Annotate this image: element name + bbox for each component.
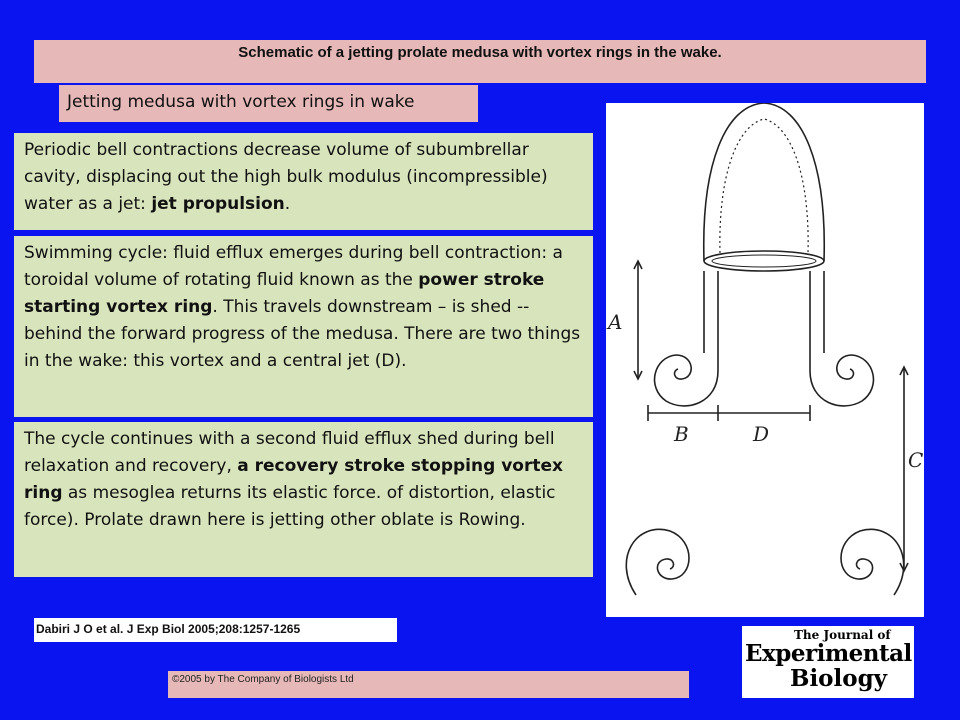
paragraph-text: . bbox=[284, 194, 291, 214]
slide-subtitle: Jetting medusa with vortex rings in wake bbox=[59, 85, 478, 122]
slide-title: Schematic of a jetting prolate medusa with vortex rings in the wake. bbox=[34, 40, 926, 83]
label-c: C bbox=[908, 448, 924, 472]
paragraph-bold-text: power stroke starting vortex ring bbox=[24, 270, 545, 317]
upper-right-vortex bbox=[810, 271, 873, 406]
bell-rim-inner bbox=[712, 255, 816, 267]
medusa-bell-inner bbox=[720, 119, 808, 253]
logo-line-1: The Journal of bbox=[794, 628, 891, 642]
logo-line-3: Biology bbox=[790, 665, 888, 692]
logo-line-2: Experimental bbox=[745, 640, 912, 667]
medusa-bell bbox=[704, 103, 824, 261]
label-d: D bbox=[753, 422, 770, 446]
paragraph-jet-propulsion bbox=[14, 133, 593, 230]
lower-left-vortex bbox=[626, 529, 689, 595]
citation: Dabiri J O et al. J Exp Biol 2005;208:1257-1265 bbox=[34, 618, 397, 642]
paragraph-bold-text: jet propulsion bbox=[151, 194, 285, 214]
label-b: B bbox=[674, 422, 689, 446]
label-a: A bbox=[608, 310, 623, 334]
paragraph-text: . This travels downstream – is shed -- behind the forward progress of the medusa. There are two things in the wake: this vortex and a central jet (D). bbox=[24, 297, 581, 371]
paragraph-text: as mesoglea returns its elastic force. of distortion, elastic force). Prolate drawn here is jetting other oblate is Rowing. bbox=[24, 483, 556, 530]
copyright-notice: ©2005 by The Company of Biologists Ltd bbox=[168, 671, 689, 698]
bell-rim bbox=[704, 251, 824, 271]
paragraph-text: The cycle continues with a second fluid efflux shed during bell relaxation and recovery, bbox=[24, 429, 555, 476]
paragraph-text: Periodic bell contractions decrease volume of subumbrellar cavity, displacing out the high bulk modulus (incompressible) water as a jet: bbox=[24, 140, 548, 214]
lower-right-vortex bbox=[841, 529, 904, 595]
paragraph-text: Swimming cycle: fluid efflux emerges during bell contraction: a toroidal volume of rotating fluid known as the bbox=[24, 243, 563, 290]
paragraph-swimming-cycle bbox=[14, 236, 593, 417]
medusa-schematic-figure bbox=[606, 103, 924, 617]
paragraph-recovery-stroke bbox=[14, 422, 593, 577]
paragraph-bold-text: a recovery stroke stopping vortex ring bbox=[24, 456, 563, 503]
medusa-schematic-svg bbox=[606, 103, 924, 617]
upper-left-vortex bbox=[655, 271, 718, 406]
journal-logo bbox=[742, 626, 914, 698]
